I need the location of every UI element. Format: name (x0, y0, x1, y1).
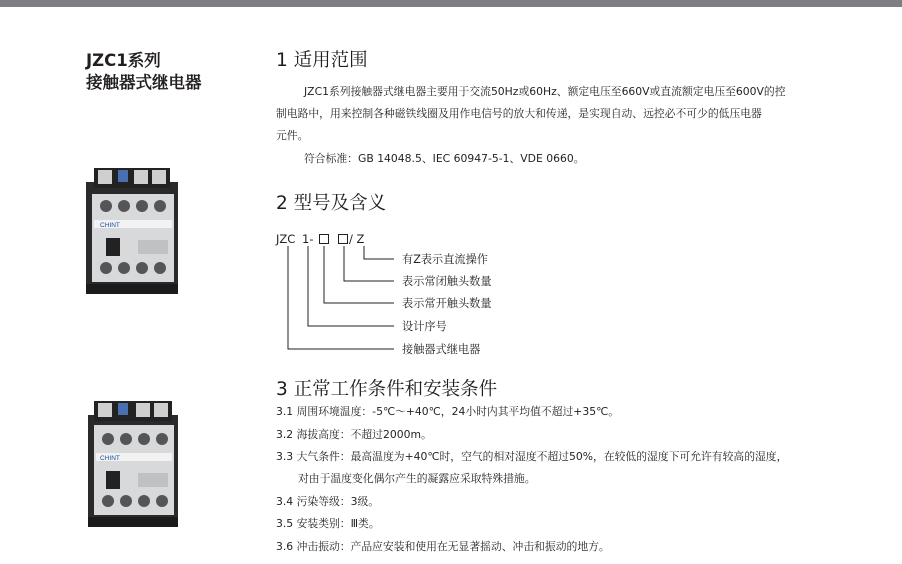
model-code-number: 1- (302, 232, 314, 246)
condition-item-atmosphere-cont: 对由于温度变化偶尔产生的凝露应采取特殊措施。 (298, 472, 536, 485)
condition-item-installation: 3.5 安装类别：Ⅲ类。 (276, 517, 380, 530)
model-code-suffix: / Z (349, 232, 365, 246)
section-2-heading: 2 型号及含义 (276, 193, 387, 214)
condition-item-pollution: 3.4 污染等级：3级。 (276, 495, 380, 508)
scope-paragraph-line-3: 元件。 (276, 129, 309, 142)
model-label-relay-type: 接触器式继电器 (402, 343, 481, 356)
model-label-closed-contacts: 表示常闭触头数量 (402, 275, 492, 288)
section-3-heading: 3 正常工作条件和安装条件 (276, 379, 498, 400)
condition-item-altitude: 3.2 海拔高度：不超过2000m。 (276, 428, 432, 441)
condition-item-atmosphere: 3.3 大气条件：最高温度为+40℃时，空气的相对湿度不超过50%，在较低的湿度下可允许有较高的湿度， (276, 450, 788, 463)
model-label-open-contacts: 表示常开触头数量 (402, 297, 492, 310)
scope-paragraph-line-2: 制电路中，用来控制各种磁铁线圈及用作电信号的放大和传递，是实现自动、远控必不可少的低压电器 (276, 107, 762, 120)
condition-item-temperature: 3.1 周围环境温度：-5℃～+40℃，24小时内其平均值不超过+35℃。 (276, 405, 619, 418)
section-1-heading: 1 适用范围 (276, 50, 368, 71)
relay-brand-logo-1: CHINT (100, 222, 120, 229)
product-series-title: JZC1系列 (86, 51, 161, 70)
scope-paragraph-line-1: JZC1系列接触器式继电器主要用于交流50Hz或60Hz、额定电压至660V或直流额定电压至600V的控 (304, 85, 786, 98)
product-name-title: 接触器式继电器 (86, 73, 202, 92)
condition-item-vibration: 3.6 冲击振动：产品应安装和使用在无显著摇动、冲击和振动的地方。 (276, 540, 610, 553)
model-label-design-number: 设计序号 (402, 320, 447, 333)
model-code-prefix: JZC (276, 232, 296, 246)
standards-line: 符合标准：GB 14048.5、IEC 60947-5-1、VDE 0660。 (304, 152, 585, 165)
relay-brand-logo-2: CHINT (100, 455, 120, 462)
model-label-dc-operation: 有Z表示直流操作 (402, 253, 488, 266)
